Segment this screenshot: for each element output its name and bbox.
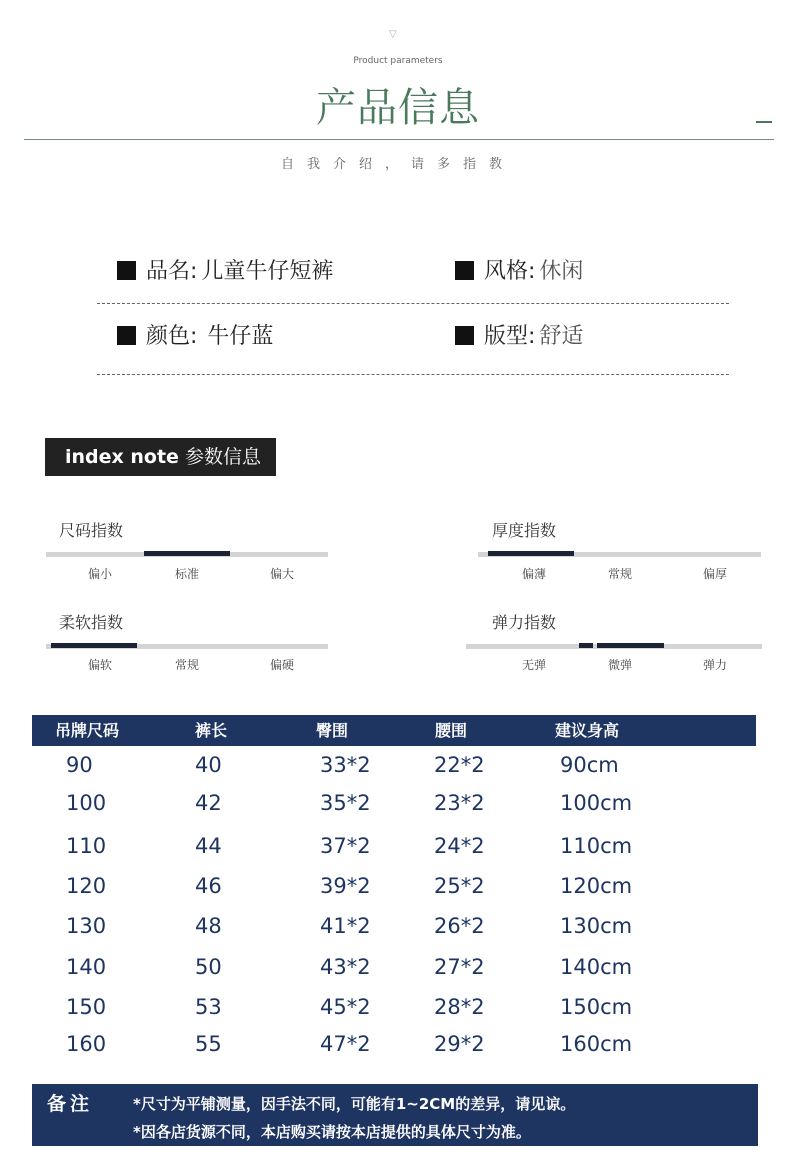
square-bullet-icon [455,326,474,345]
table-cell: 26*2 [434,914,485,938]
column-header: 裤长 [195,721,228,740]
scale-option: 偏厚 [702,567,727,581]
table-cell: 140cm [560,955,633,979]
table-cell: 40 [195,753,222,777]
attr-fit [455,323,583,351]
table-cell: 43*2 [320,955,371,979]
square-bullet-icon [117,261,136,280]
table-cell: 100cm [560,791,633,815]
table-cell: 90 [66,753,93,777]
scale-option: 微弹 [607,658,632,672]
table-cell: 44 [195,834,222,858]
square-bullet-icon [455,261,474,280]
table-cell: 47*2 [320,1032,371,1056]
notes-label: 备注 [47,1093,94,1115]
table-cell: 46 [195,874,222,898]
scale-track-thickness [478,552,761,557]
scale-title-softness: 柔软指数 [59,613,124,632]
table-cell: 55 [195,1032,222,1056]
attr-value: 牛仔蓝 [207,324,274,349]
scale-track-size [46,552,328,557]
table-cell: 22*2 [434,753,485,777]
size-table-header [32,715,756,746]
accent-mark [756,121,772,123]
scale-track-elasticity [466,644,762,649]
scale-track-softness [46,644,328,649]
table-cell: 24*2 [434,834,485,858]
attr-label: 风格: [484,259,536,284]
table-cell: 150 [66,995,107,1019]
attr-color [117,323,273,351]
scale-indicator [51,643,137,648]
scale-title-elasticity: 弹力指数 [492,613,557,632]
column-header: 吊牌尺码 [55,721,120,740]
table-cell: 130cm [560,914,633,938]
attr-value: 儿童牛仔短裤 [201,259,334,284]
table-cell: 41*2 [320,914,371,938]
down-triangle-icon: ▽ [389,29,397,40]
table-cell: 23*2 [434,791,485,815]
scale-title-thickness: 厚度指数 [492,521,557,540]
attr-value: 休闲 [539,259,584,284]
table-cell: 25*2 [434,874,485,898]
scale-indicator [488,551,574,556]
scale-indicator [597,643,664,648]
table-cell: 53 [195,995,222,1019]
note-line: *因各店货源不同，本店购买请按本店提供的具体尺寸为准。 [133,1123,531,1141]
scale-option: 偏软 [87,658,112,672]
table-cell: 110cm [560,834,633,858]
scale-option: 常规 [607,567,632,581]
table-cell: 160 [66,1032,107,1056]
attr-label: 颜色: [146,324,198,349]
table-cell: 90cm [560,753,619,777]
table-cell: 29*2 [434,1032,485,1056]
subtitle-en: Product parameters [353,56,443,66]
scale-option: 偏薄 [521,567,546,581]
tagline: 自我介绍，请多指教 [280,157,515,172]
index-note-banner [45,438,276,476]
column-header: 建议身高 [555,721,620,740]
table-cell: 33*2 [320,753,371,777]
table-cell: 48 [195,914,222,938]
attr-name [117,258,333,286]
scale-indicator-mark [579,643,593,648]
table-cell: 130 [66,914,107,938]
attr-style [455,258,583,286]
banner-en: index note [65,446,179,468]
table-cell: 35*2 [320,791,371,815]
scale-title-size: 尺码指数 [59,521,124,540]
column-header: 臀围 [316,721,349,740]
scale-option: 常规 [174,658,199,672]
scale-option: 标准 [174,567,199,581]
header-divider [24,139,774,140]
attr-label: 品名: [146,259,198,284]
scale-option: 偏小 [87,567,112,581]
attr-label: 版型: [484,324,536,349]
table-cell: 28*2 [434,995,485,1019]
table-cell: 160cm [560,1032,633,1056]
table-cell: 150cm [560,995,633,1019]
table-cell: 42 [195,791,222,815]
table-cell: 120 [66,874,107,898]
table-cell: 120cm [560,874,633,898]
scale-indicator [144,551,230,556]
dotted-divider [97,303,729,304]
scale-option: 偏大 [269,567,294,581]
page-title: 产品信息 [316,85,480,131]
table-cell: 27*2 [434,955,485,979]
attr-value: 舒适 [539,324,584,349]
note-line: *尺寸为平铺测量，因手法不同，可能有1~2CM的差异，请见谅。 [133,1095,576,1113]
table-cell: 100 [66,791,107,815]
square-bullet-icon [117,326,136,345]
scale-option: 弹力 [702,658,727,672]
scale-option: 无弹 [521,658,546,672]
table-cell: 37*2 [320,834,371,858]
table-cell: 110 [66,834,107,858]
banner-cn: 参数信息 [185,446,262,468]
table-cell: 140 [66,955,107,979]
scale-option: 偏硬 [269,658,294,672]
table-cell: 50 [195,955,222,979]
column-header: 腰围 [435,721,468,740]
table-cell: 45*2 [320,995,371,1019]
table-cell: 39*2 [320,874,371,898]
dotted-divider [97,374,729,375]
